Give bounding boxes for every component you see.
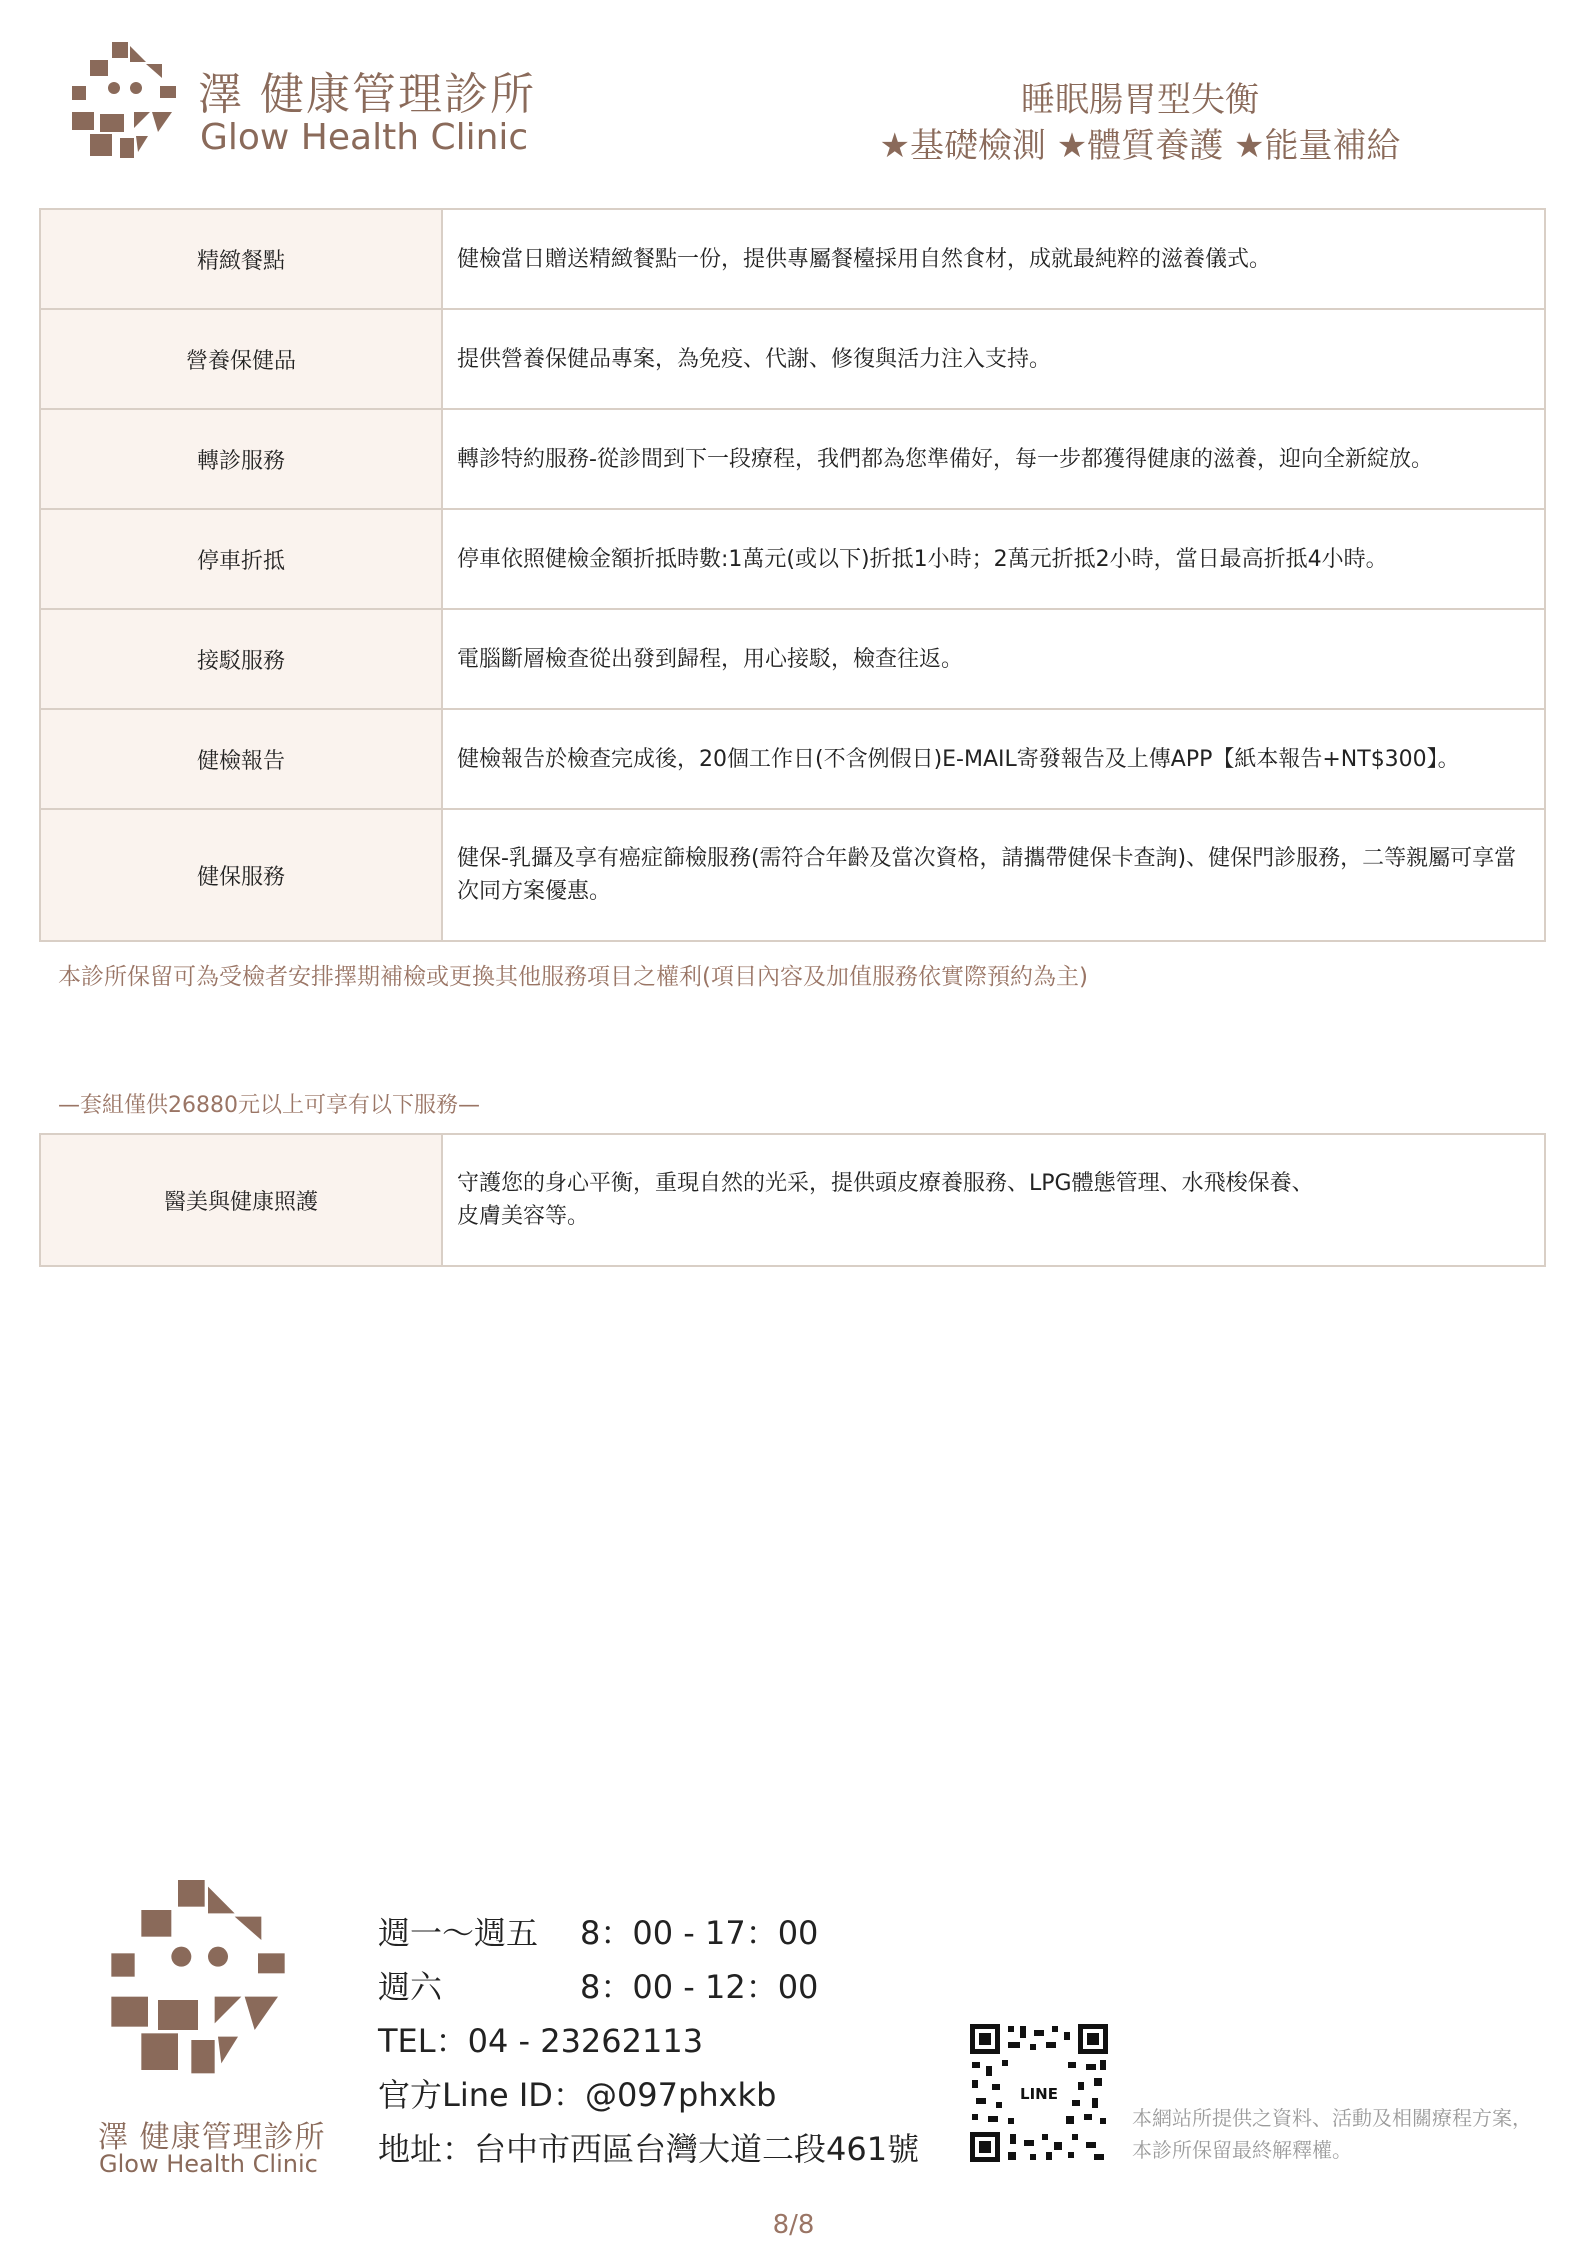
plan-features: ★基礎檢測 ★體質養護 ★能量補給 [879,126,1401,166]
service-description [442,1134,1545,1266]
service-description: 健檢當日贈送精緻餐點一份，提供專屬餐檯採用自然食材，成就最純粹的滋養儀式。 [442,209,1545,309]
address: 地址：台中市西區台灣大道二段461號 [378,2130,920,2168]
services-table [39,208,1546,942]
footer-clinic-name-en: Glow Health Clinic [99,2150,318,2178]
footer-clinic-name-cn: 澤 健康管理診所 [98,2120,326,2155]
disclaimer-line: 本網站所提供之資料、活動及相關療程方案， [1132,2106,1532,2130]
table-row [40,409,1545,509]
clinic-logo-icon [72,42,182,162]
extra-section-heading: —套組僅供26880元以上可享有以下服務— [58,1093,480,1118]
service-description: 轉診特約服務-從診間到下一段療程，我們都為您準備好，每一步都獲得健康的滋養，迎向全新綻放。 [442,409,1545,509]
service-label: 接駁服務 [40,609,442,709]
qr-label: LINE [1020,2085,1058,2103]
service-description: 健保-乳攝及享有癌症篩檢服務(需符合年齡及當次資格，請攜帶健保卡查詢)、健保門診服務，二等親屬可享當次同方案優惠。 [442,809,1545,941]
service-description: 停車依照健檢金額折抵時數:1萬元(或以下)折抵1小時；2萬元折抵2小時，當日最高折抵4小時。 [442,509,1545,609]
table-row [40,509,1545,609]
service-label: 停車折抵 [40,509,442,609]
service-description: 提供營養保健品專案，為免疫、代謝、修復與活力注入支持。 [442,309,1545,409]
description-line: 守護您的身心平衡，重現自然的光采，提供頭皮療養服務、LPG體態管理、水飛梭保養、 [457,1171,1314,1196]
service-description: 健檢報告於檢查完成後，20個工作日(不含例假日)E-MAIL寄發報告及上傳APP【紙本報告+NT$300】。 [442,709,1545,809]
terms-note: 本診所保留可為受檢者安排擇期補檢或更換其他服務項目之權利(項目內容及加值服務依實際預約為主) [58,964,1088,990]
service-label: 健保服務 [40,809,442,941]
clinic-logo-icon [108,1880,298,2080]
table-row [40,309,1545,409]
table-row [40,209,1545,309]
service-label: 健檢報告 [40,709,442,809]
saturday-hours [378,1962,818,2008]
disclaimer-line: 本診所保留最終解釋權。 [1132,2138,1352,2162]
clinic-name-en: Glow Health Clinic [200,117,529,158]
service-description: 電腦斷層檢查從出發到歸程，用心接駁，檢查往返。 [442,609,1545,709]
disclaimer [1132,2102,1572,2166]
table-row [40,709,1545,809]
service-label: 精緻餐點 [40,209,442,309]
page-number: 8/8 [772,2210,815,2240]
table-row [40,609,1545,709]
saturday-label: 週六 [378,1968,443,2006]
service-label: 醫美與健康照護 [40,1134,442,1266]
service-label: 轉診服務 [40,409,442,509]
description-line: 皮膚美容等。 [457,1204,590,1229]
saturday-time: 8：00 - 12：00 [580,1968,819,2006]
table-row [40,1134,1545,1266]
weekday-label: 週一～週五 [378,1914,539,1952]
weekday-time: 8：00 - 17：00 [580,1914,819,1952]
telephone: TEL：04 - 23262113 [378,2022,704,2060]
table-row [40,809,1545,941]
line-qr-code-icon[interactable] [968,2022,1110,2164]
page-header [0,0,1587,170]
plan-title: 睡眠腸胃型失衡 [1021,80,1259,120]
clinic-name-cn: 澤 健康管理診所 [198,69,536,120]
service-label: 營養保健品 [40,309,442,409]
extra-services-table [39,1133,1546,1267]
weekday-hours [378,1908,818,1954]
line-id: 官方Line ID：@097phxkb [378,2076,777,2114]
